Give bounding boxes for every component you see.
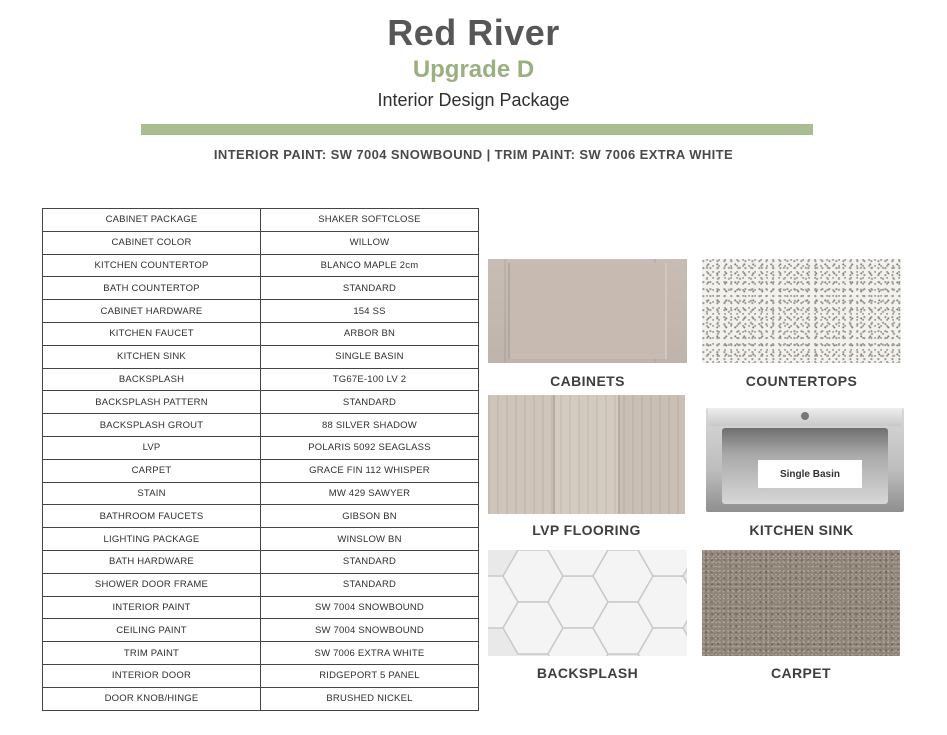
spec-label: TRIM PAINT bbox=[43, 642, 261, 665]
spec-value: GIBSON BN bbox=[261, 505, 479, 528]
spec-value: WINSLOW BN bbox=[261, 528, 479, 551]
spec-row bbox=[43, 231, 479, 254]
backsplash-swatch bbox=[488, 550, 687, 656]
spec-label: DOOR KNOB/HINGE bbox=[43, 687, 261, 710]
spec-value: MW 429 SAWYER bbox=[261, 482, 479, 505]
countertops-caption: COUNTERTOPS bbox=[745, 373, 858, 389]
spec-value: ARBOR BN bbox=[261, 322, 479, 345]
spec-value: STANDARD bbox=[261, 391, 479, 414]
spec-value: STANDARD bbox=[261, 573, 479, 596]
spec-value: WILLOW bbox=[261, 231, 479, 254]
spec-value: 154 SS bbox=[261, 300, 479, 323]
spec-row bbox=[43, 550, 479, 573]
spec-row bbox=[43, 322, 479, 345]
spec-row bbox=[43, 459, 479, 482]
faucet-hole bbox=[801, 412, 809, 420]
package-subtitle: Upgrade D bbox=[412, 56, 535, 83]
spec-row bbox=[43, 345, 479, 368]
spec-table-body bbox=[43, 209, 479, 711]
spec-value: TG67E-100 LV 2 bbox=[261, 368, 479, 391]
spec-row bbox=[43, 254, 479, 277]
spec-row bbox=[43, 528, 479, 551]
spec-row bbox=[43, 277, 479, 300]
cabinet-panel bbox=[508, 263, 667, 359]
spec-row bbox=[43, 482, 479, 505]
spec-row bbox=[43, 596, 479, 619]
spec-label: BATHROOM FAUCETS bbox=[43, 505, 261, 528]
spec-label: SHOWER DOOR FRAME bbox=[43, 573, 261, 596]
spec-label: INTERIOR DOOR bbox=[43, 664, 261, 687]
spec-row bbox=[43, 619, 479, 642]
spec-value: BLANCO MAPLE 2cm bbox=[261, 254, 479, 277]
backsplash-caption: BACKSPLASH bbox=[536, 665, 639, 681]
package-tagline: Interior Design Package bbox=[377, 90, 570, 110]
spec-value: SINGLE BASIN bbox=[261, 345, 479, 368]
spec-table bbox=[42, 208, 479, 711]
paint-summary: INTERIOR PAINT: SW 7004 SNOWBOUND | TRIM PAINT: SW 7006 EXTRA WHITE bbox=[213, 147, 734, 162]
spec-row bbox=[43, 209, 479, 232]
spec-label: BATH COUNTERTOP bbox=[43, 277, 261, 300]
spec-label: CEILING PAINT bbox=[43, 619, 261, 642]
lvp-swatch bbox=[488, 395, 685, 514]
sink-swatch bbox=[706, 408, 904, 512]
spec-value: SW 7004 SNOWBOUND bbox=[261, 596, 479, 619]
spec-row bbox=[43, 642, 479, 665]
spec-label: BACKSPLASH bbox=[43, 368, 261, 391]
spec-value: STANDARD bbox=[261, 550, 479, 573]
spec-label: INTERIOR PAINT bbox=[43, 596, 261, 619]
hex-tile-pattern bbox=[488, 550, 687, 656]
spec-row bbox=[43, 414, 479, 437]
spec-label: BATH HARDWARE bbox=[43, 550, 261, 573]
spec-label: BACKSPLASH PATTERN bbox=[43, 391, 261, 414]
spec-row bbox=[43, 368, 479, 391]
spec-value: SW 7006 EXTRA WHITE bbox=[261, 642, 479, 665]
spec-label: KITCHEN COUNTERTOP bbox=[43, 254, 261, 277]
spec-row bbox=[43, 300, 479, 323]
lvp-caption: LVP FLOORING bbox=[532, 522, 641, 538]
spec-label: CABINET COLOR bbox=[43, 231, 261, 254]
spec-label: BACKSPLASH GROUT bbox=[43, 414, 261, 437]
spec-label: KITCHEN SINK bbox=[43, 345, 261, 368]
spec-label: LVP bbox=[43, 436, 261, 459]
spec-row bbox=[43, 436, 479, 459]
spec-value: GRACE FIN 112 WHISPER bbox=[261, 459, 479, 482]
spec-label: CABINET PACKAGE bbox=[43, 209, 261, 232]
spec-value: 88 SILVER SHADOW bbox=[261, 414, 479, 437]
sink-label: Single Basin bbox=[758, 460, 862, 488]
divider-rule bbox=[141, 124, 813, 135]
carpet-swatch bbox=[702, 550, 900, 656]
spec-label: STAIN bbox=[43, 482, 261, 505]
spec-label: LIGHTING PACKAGE bbox=[43, 528, 261, 551]
spec-value: STANDARD bbox=[261, 277, 479, 300]
cabinets-caption: CABINETS bbox=[550, 373, 625, 389]
spec-value: BRUSHED NICKEL bbox=[261, 687, 479, 710]
spec-row bbox=[43, 664, 479, 687]
spec-value: SHAKER SOFTCLOSE bbox=[261, 209, 479, 232]
spec-value: RIDGEPORT 5 PANEL bbox=[261, 664, 479, 687]
spec-row bbox=[43, 687, 479, 710]
spec-row bbox=[43, 505, 479, 528]
spec-label: CARPET bbox=[43, 459, 261, 482]
spec-label: CABINET HARDWARE bbox=[43, 300, 261, 323]
spec-row bbox=[43, 391, 479, 414]
sink-caption: KITCHEN SINK bbox=[749, 522, 854, 538]
spec-row bbox=[43, 573, 479, 596]
page-title: Red River bbox=[387, 12, 560, 53]
spec-label: KITCHEN FAUCET bbox=[43, 322, 261, 345]
countertops-swatch bbox=[702, 259, 901, 363]
spec-value: SW 7004 SNOWBOUND bbox=[261, 619, 479, 642]
carpet-caption: CARPET bbox=[771, 665, 831, 681]
spec-value: POLARIS 5092 SEAGLASS bbox=[261, 436, 479, 459]
cabinets-swatch bbox=[488, 259, 687, 363]
